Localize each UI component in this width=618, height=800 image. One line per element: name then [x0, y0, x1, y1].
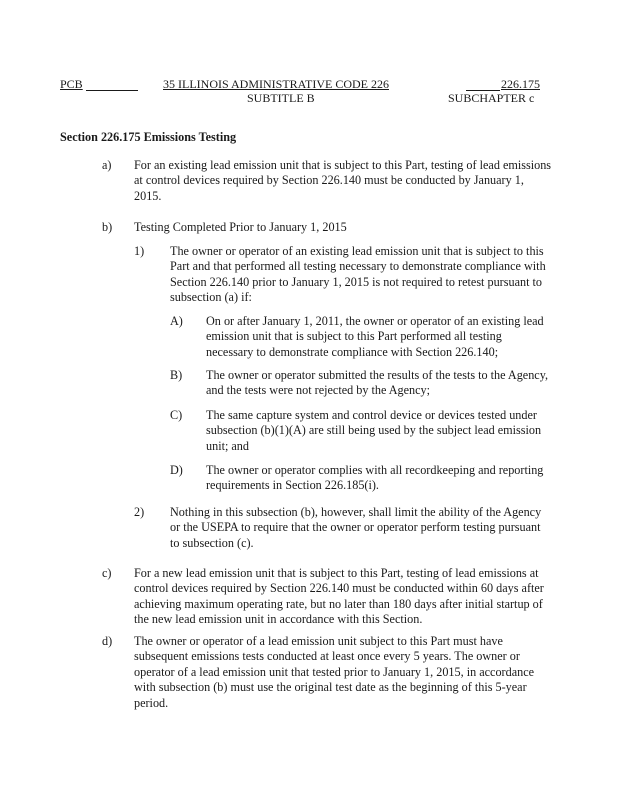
paragraph-c-text: For a new lead emission unit that is subject to this Part, testing of lead emissions at control devices required by Section 226.140 must be conducted within 60 days after achieving maximum operating rate, but no later than 180 days after initial startup of the new lead emission unit in accordance with this Section. [134, 566, 544, 627]
paragraph-b-label: b) [102, 220, 113, 234]
header-section-number: 226.175 [501, 77, 540, 91]
section-heading: Section 226.175 Emissions Testing [60, 130, 237, 144]
header-pcb-blank-line [86, 90, 138, 91]
paragraph-b1B-label: B) [170, 368, 183, 382]
paragraph-b2-label: 2) [134, 505, 145, 519]
paragraph-a-text: For an existing lead emission unit that is subject to this Part, testing of lead emissions at control devices required by Section 226.140 must be conducted by January 1, 2015. [134, 158, 552, 203]
paragraph-b1D-label: D) [170, 463, 183, 477]
paragraph-d-label: d) [102, 634, 113, 648]
paragraph-b1-text: The owner or operator of an existing lead emission unit that is subject to this Part and that performed all testing necessary to demonstrate compliance with Section 226.140 prior to January 1, 2015 is not required to retest pursuant to subsection (a) if: [170, 244, 546, 305]
paragraph-b2-text: Nothing in this subsection (b), however, shall limit the ability of the Agency or the USEPA to require that the owner or operator perform testing pursuant to subsection (c). [170, 505, 542, 550]
paragraph-b1-label: 1) [134, 244, 145, 258]
paragraph-a-label: a) [102, 158, 112, 172]
header-subchapter: SUBCHAPTER c [448, 91, 535, 105]
paragraph-b-text: Testing Completed Prior to January 1, 2015 [134, 220, 347, 234]
paragraph-b1B-text: The owner or operator submitted the results of the tests to the Agency, and the tests were not rejected by the Agency; [206, 368, 549, 398]
paragraph-b1C-text: The same capture system and control device or devices tested under subsection (b)(1)(A) are still being used by the subject lead emission unit; and [206, 408, 542, 453]
paragraph-d-text: The owner or operator of a lead emission unit subject to this Part must have subsequent emissions tests conducted at least once every 5 years. The owner or operator of a lead emission unit that tested prior to January 1, 2015, in accordance with subsection (b) must use the original test date as the beginning of this 5-year period. [134, 634, 535, 710]
paragraph-b1A-label: A) [170, 314, 183, 328]
header-code-title: 35 ILLINOIS ADMINISTRATIVE CODE 226 [163, 77, 389, 91]
paragraph-b1D-text: The owner or operator complies with all recordkeeping and reporting requirements in Section 226.185(i). [206, 463, 544, 493]
paragraph-b1C-label: C) [170, 408, 183, 422]
paragraph-c-label: c) [102, 566, 112, 580]
paragraph-b1A-text: On or after January 1, 2011, the owner or operator of an existing lead emission unit that is subject to this Part performed all testing necessary to demonstrate compliance with Section 226.140; [206, 314, 544, 359]
header-subtitle: SUBTITLE B [247, 91, 315, 105]
header-pcb: PCB [60, 77, 83, 91]
